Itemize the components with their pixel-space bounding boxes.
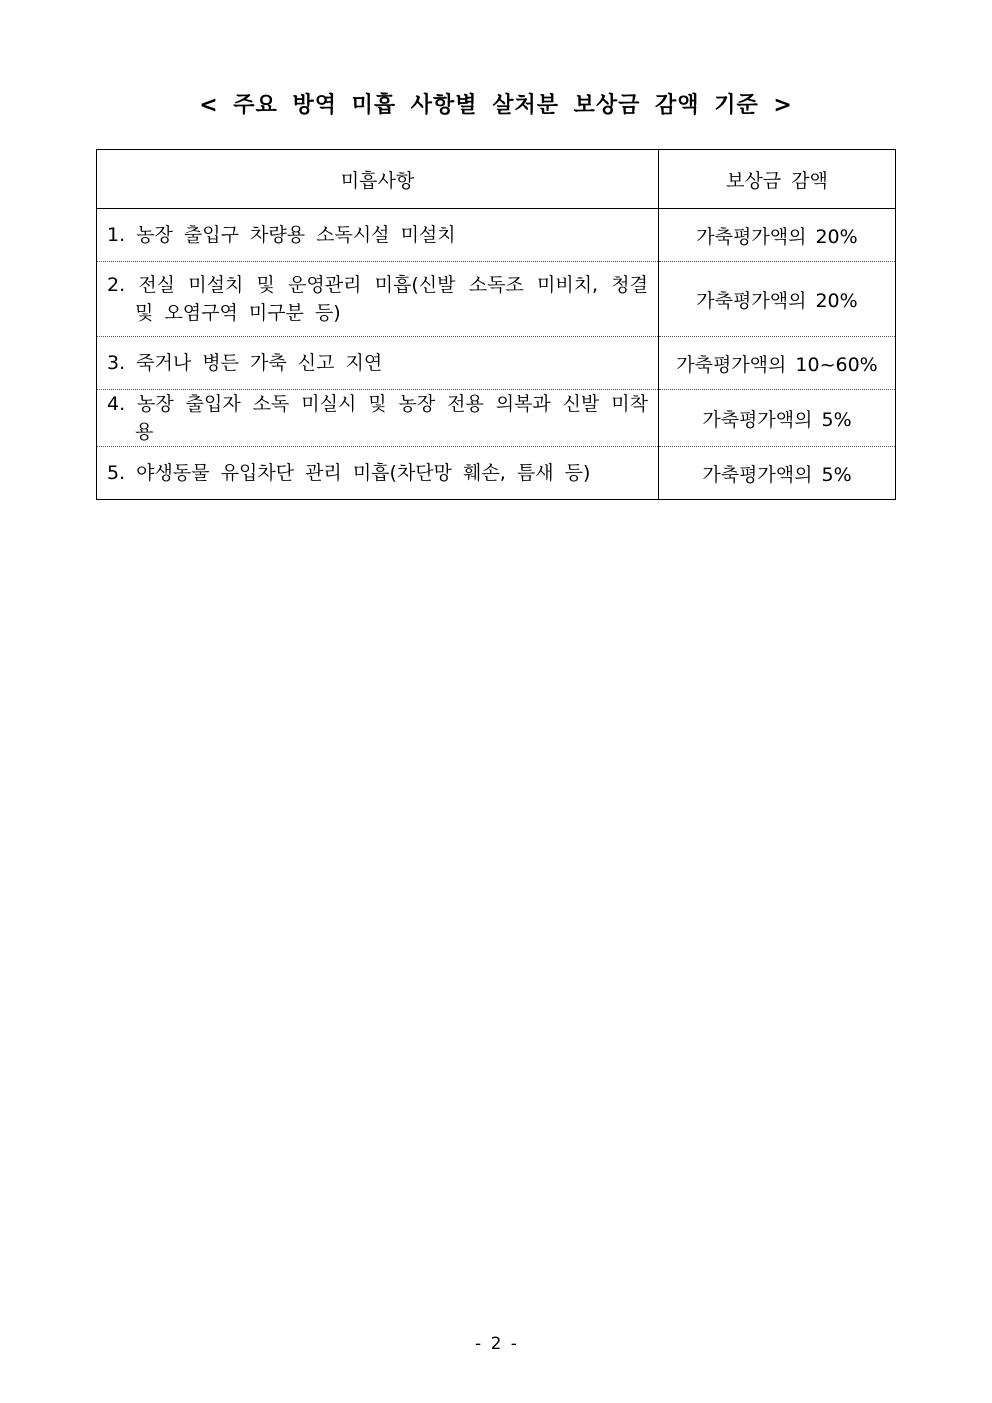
reduction-cell: 가축평가액의 20% (659, 262, 896, 337)
reduction-cell: 가축평가액의 20% (659, 209, 896, 262)
table-header-row (97, 150, 896, 209)
deficiency-cell: 1. 농장 출입구 차량용 소독시설 미설치 (97, 209, 659, 262)
deficiency-cell: 2. 전실 미설치 및 운영관리 미흡(신발 소독조 미비치, 청결 및 오염구역 미구분 등) (97, 262, 659, 337)
table-row (97, 209, 896, 262)
penalty-criteria-table (96, 149, 896, 500)
deficiency-cell: 5. 야생동물 유입차단 관리 미흡(차단망 훼손, 틈새 등) (97, 447, 659, 500)
table-row (97, 390, 896, 447)
table-row (97, 447, 896, 500)
header-reduction: 보상금 감액 (659, 150, 896, 209)
header-deficiency: 미흡사항 (97, 150, 659, 209)
table-row (97, 262, 896, 337)
deficiency-cell: 4. 농장 출입자 소독 미실시 및 농장 전용 의복과 신발 미착용 (97, 390, 659, 447)
document-title: < 주요 방역 미흡 사항별 살처분 보상금 감액 기준 > (199, 93, 793, 118)
reduction-cell: 가축평가액의 5% (659, 447, 896, 500)
reduction-cell: 가축평가액의 10~60% (659, 337, 896, 390)
page-number: - 2 - (475, 1334, 517, 1354)
reduction-cell: 가축평가액의 5% (659, 390, 896, 447)
deficiency-cell: 3. 죽거나 병든 가축 신고 지연 (97, 337, 659, 390)
table-row (97, 337, 896, 390)
